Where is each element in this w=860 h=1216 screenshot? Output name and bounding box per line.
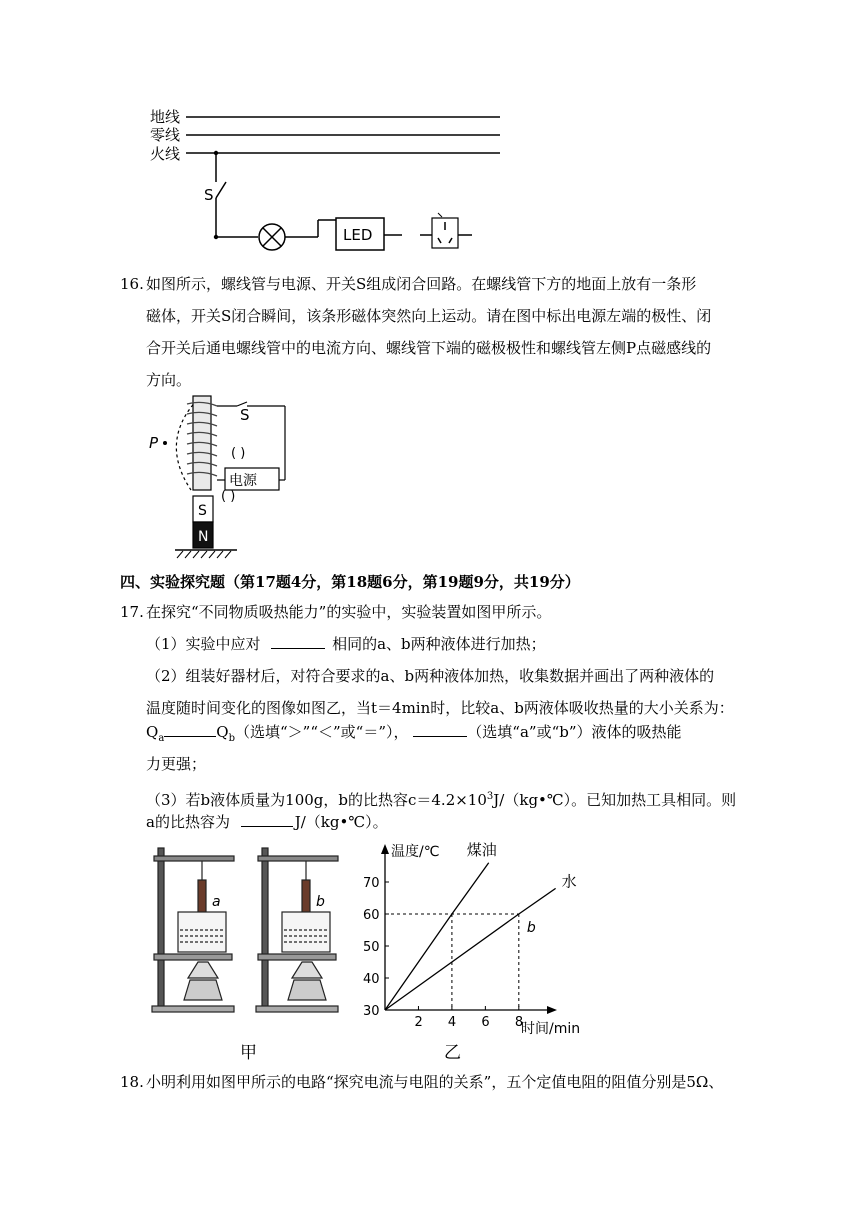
switch-s <box>216 182 226 198</box>
figure-jia-caption: 甲 <box>240 1043 257 1063</box>
qa-symbol: $Q_a$ <box>146 723 165 744</box>
solenoid-switch-label: S <box>240 406 250 424</box>
q17-p2-line-1: （2）组装好器材后，对符合要求的a、b两种液体加热，收集数据并画出了两种液体的 <box>146 667 715 685</box>
x-tick-label-2: 2 <box>414 1015 423 1030</box>
q17-p2-line-3 <box>146 716 682 755</box>
lamp-symbol <box>259 224 285 250</box>
led-label: LED <box>343 226 373 244</box>
solenoid-pole-blank: ( ) <box>221 489 236 504</box>
heating-apparatus-figure <box>150 840 370 1030</box>
q17-p2-line-4: 力更强； <box>146 755 207 773</box>
y-tick-label-40: 40 <box>363 972 380 987</box>
y-tick-label-70: 70 <box>363 876 380 891</box>
q16-line-2: 磁体，开关S闭合瞬间，该条形磁体突然向上运动。请在图中标出电源左端的极性、闭 <box>146 307 712 325</box>
q18-number: 18. <box>120 1073 144 1091</box>
temperature-time-chart <box>355 838 605 1038</box>
ground-wire-label: 地线 <box>150 108 181 126</box>
q17-p3-line-2: a的比热容为 J/（kg•℃）。 <box>146 806 388 839</box>
solenoid-figure <box>145 392 305 562</box>
q18-text: 小明利用如图甲所示的电路“探究电流与电阻的关系”，五个定值电阻的阻值分别是5Ω、 <box>146 1073 724 1091</box>
y-axis-arrow <box>381 844 389 854</box>
x-tick-label-6: 6 <box>481 1015 490 1030</box>
y-tick-label-60: 60 <box>363 908 380 923</box>
q17-p3-line-1: （3）若b液体质量为100g，b的比热容$c=4.2\times 10^3J/(kg•℃)$。已知加热工具相同。则 <box>146 791 737 809</box>
series-label-1: 水 <box>561 872 577 891</box>
q17-p1-prefix: （1）实验中应对 <box>146 635 261 653</box>
beaker-a-label: a <box>212 894 221 910</box>
series-line-0 <box>385 863 489 1010</box>
q16-number: 16. <box>120 275 144 293</box>
x-axis-arrow <box>547 1006 557 1014</box>
q17-compare-blank[interactable] <box>164 720 216 737</box>
q17-number: 17. <box>120 603 144 621</box>
q17-p1-answer-blank[interactable] <box>271 632 325 649</box>
x-axis-label: 时间/min <box>521 1021 581 1037</box>
y-tick-label-30: 30 <box>363 1004 380 1019</box>
q17-specific-heat-blank[interactable] <box>241 810 293 827</box>
q16-line-3: 合开关后通电螺线管中的电流方向、螺线管下端的磁极极性和螺线管左侧P点磁感线的 <box>146 339 712 357</box>
q16-line-4: 方向。 <box>146 371 192 389</box>
x-tick-label-8: 8 <box>514 1015 524 1030</box>
qb-symbol: $Q_b$ <box>216 723 235 744</box>
magnet-n-label: N <box>198 529 209 545</box>
q17-intro: 在探究“不同物质吸热能力”的实验中，实验装置如图甲所示。 <box>146 603 552 621</box>
q17-p2-line-2: 温度随时间变化的图像如图乙，当t＝4min时，比较a、b两液体吸收热量的大小关系为： <box>146 699 734 717</box>
neutral-wire-label: 零线 <box>150 126 181 144</box>
household-circuit-figure <box>140 100 500 260</box>
q17-p1-suffix: 相同的a、b两种液体进行加热； <box>332 635 546 653</box>
figure-yi-caption: 乙 <box>444 1043 461 1063</box>
socket-symbol <box>420 213 472 248</box>
switch-s-label: S <box>204 186 214 204</box>
power-polarity-blank: ( ) <box>231 446 246 461</box>
x-tick-label-4: 4 <box>447 1015 457 1030</box>
power-source-label: 电源 <box>229 473 257 489</box>
y-tick-label-50: 50 <box>363 940 380 955</box>
magnet-s-label: S <box>198 503 207 519</box>
y-axis-label: 温度/℃ <box>391 844 440 860</box>
p-point <box>163 441 167 445</box>
q17-stronger-liquid-blank[interactable] <box>413 720 467 737</box>
q16-line-1: 如图所示，螺线管与电源、开关S组成闭合回路。在螺线管下方的地面上放有一条形 <box>146 275 697 293</box>
q17-part-1 <box>146 628 546 661</box>
p-point-label: P <box>149 434 159 452</box>
apparatus-b <box>256 848 338 1012</box>
q17-p2-choice-text: （选填“＞”“＜”或“＝”）， <box>235 723 409 741</box>
series-line-1 <box>385 888 556 1010</box>
point-b-label: b <box>526 920 536 936</box>
live-wire-label: 火线 <box>150 145 181 163</box>
beaker-b-label: b <box>316 894 325 910</box>
section-4-heading: 四、实验探究题（第17题4分，第18题6分，第19题9分，共19分） <box>120 573 580 591</box>
apparatus-a <box>152 848 234 1012</box>
q17-p2-line3-end: （选填“a”或“b”）液体的吸热能 <box>467 723 682 741</box>
series-label-0: 煤油 <box>466 840 497 859</box>
